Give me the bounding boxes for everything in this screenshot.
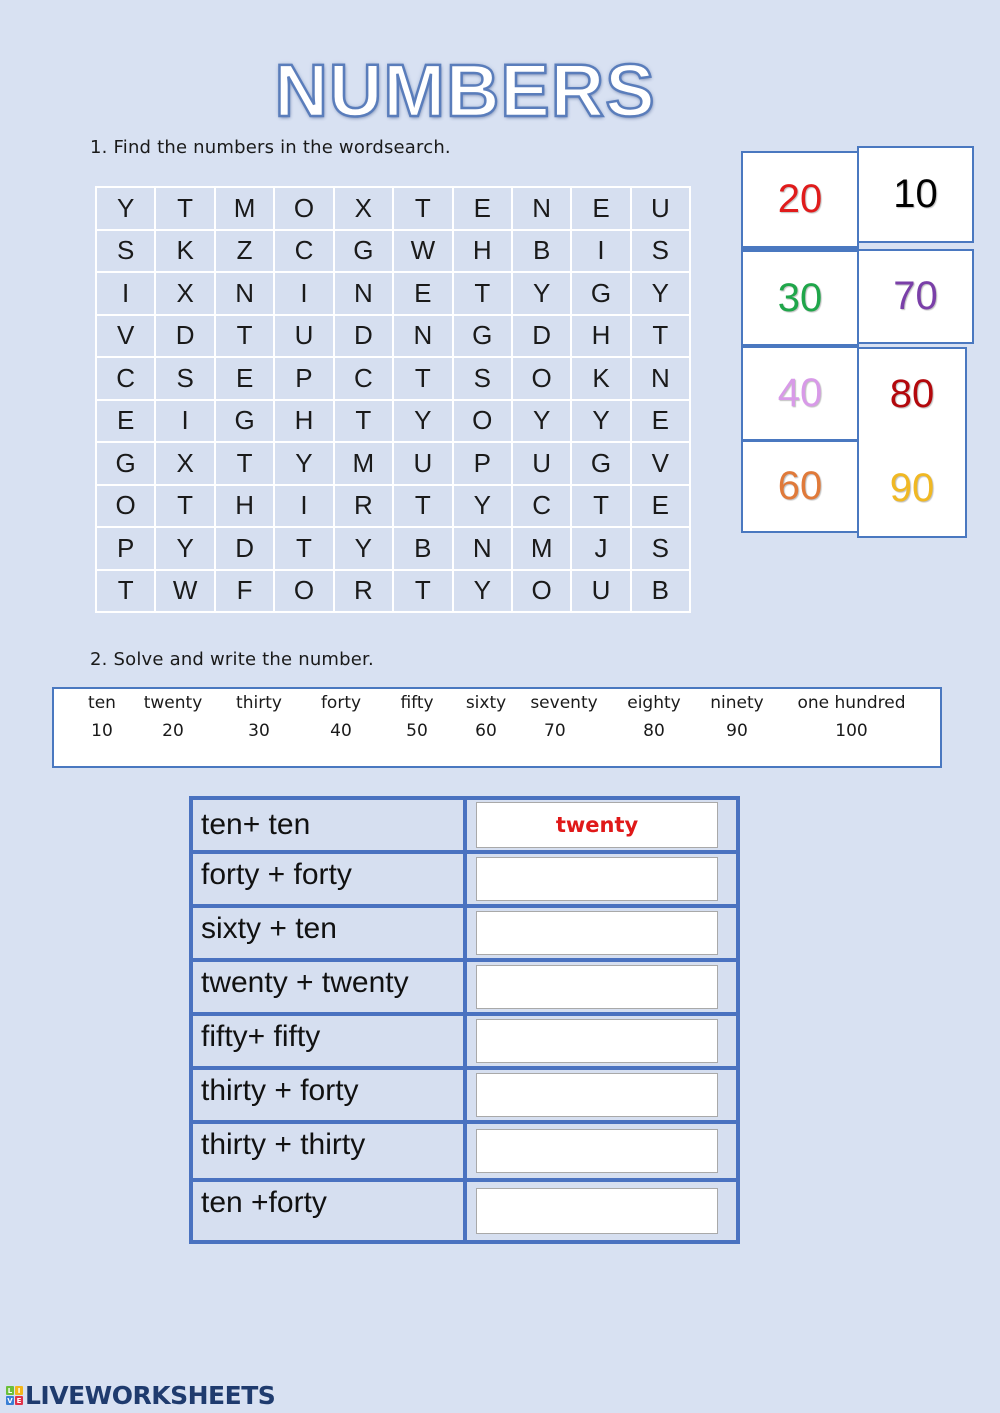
wordsearch-cell[interactable]: U [393,442,453,485]
wordsearch-cell[interactable]: Y [334,527,393,570]
wordsearch-cell[interactable]: N [215,272,274,315]
wordsearch-row [96,400,690,443]
page-title: NUMBERS [274,49,656,132]
wordsearch-cell[interactable]: K [155,230,215,273]
wordsearch-cell[interactable]: F [215,570,274,613]
wordsearch-cell[interactable]: T [393,357,453,400]
wordsearch-cell[interactable]: J [571,527,630,570]
wordsearch-row [96,230,690,273]
reference-item [82,689,122,745]
sum-row [191,852,738,906]
wordsearch-cell[interactable]: B [393,527,453,570]
wordsearch-cell[interactable]: T [453,272,512,315]
reference-word: forty [320,693,362,713]
wordsearch-cell[interactable]: G [215,400,274,443]
card-value: 10 [893,172,938,216]
reference-word: fifty [400,693,434,713]
wordsearch-row [96,272,690,315]
wordsearch-cell[interactable]: C [96,357,155,400]
reference-item [524,689,604,745]
reference-word: twenty [143,693,203,713]
reference-item [619,689,689,745]
reference-number: 90 [726,721,748,741]
wordsearch-cell[interactable]: N [631,357,690,400]
reference-number: 10 [91,721,113,741]
wordsearch-cell[interactable]: T [215,315,274,358]
wordsearch-cell[interactable]: G [571,442,630,485]
wordsearch-cell[interactable]: S [631,230,690,273]
wordsearch-cell[interactable]: U [571,570,630,613]
wordsearch-cell[interactable]: Y [631,272,690,315]
wordsearch-cell[interactable]: X [334,187,393,230]
answer-input-2[interactable] [476,857,718,901]
card-value: 60 [777,464,823,508]
reference-item [387,689,447,745]
reference-number: 50 [406,721,428,741]
wordsearch-cell[interactable]: U [274,315,333,358]
reference-number: 20 [162,721,184,741]
wordsearch-cell[interactable]: T [96,570,155,613]
sum-question: thirty + forty [191,1068,465,1122]
answer-input-4[interactable] [476,965,718,1009]
sum-question: twenty + twenty [191,960,465,1014]
wordsearch-cell[interactable]: Y [512,400,571,443]
wordsearch-cell[interactable]: Y [571,400,630,443]
wordsearch-grid[interactable] [95,186,691,613]
wordsearch-row [96,442,690,485]
reference-number: 40 [330,721,352,741]
wordsearch-cell[interactable]: I [96,272,155,315]
wordsearch-cell[interactable]: O [96,485,155,528]
wordsearch-cell[interactable]: C [274,230,333,273]
card-value: 80 [889,372,935,416]
wordsearch-cell[interactable]: S [631,527,690,570]
reference-item [702,689,772,745]
reference-item [311,689,371,745]
wordsearch-cell[interactable]: V [631,442,690,485]
wordsearch-cell[interactable]: T [155,485,215,528]
wordsearch-cell[interactable]: M [512,527,571,570]
reference-number: 70 [544,721,566,741]
reference-item [789,689,914,745]
wordsearch-cell[interactable]: Y [274,442,333,485]
sum-row [191,906,738,960]
wordsearch-cell[interactable]: R [334,485,393,528]
wordsearch-cell[interactable]: P [274,357,333,400]
wordsearch-cell[interactable]: I [274,272,333,315]
number-card-40 [741,346,859,441]
wordsearch-cell[interactable]: Y [512,272,571,315]
wordsearch-cell[interactable]: E [631,485,690,528]
sum-row [191,960,738,1014]
wordsearch-cell[interactable]: T [334,400,393,443]
number-card-30 [741,248,859,346]
number-card-70 [857,249,974,344]
answer-input-7[interactable] [476,1129,718,1173]
wordsearch-cell[interactable]: T [215,442,274,485]
wordsearch-row [96,187,690,230]
wordsearch-cell[interactable]: Z [215,230,274,273]
wordsearch-cell[interactable]: B [512,230,571,273]
wordsearch-cell[interactable]: S [453,357,512,400]
wordsearch-cell[interactable]: R [334,570,393,613]
wordsearch-cell[interactable]: I [155,400,215,443]
logo-letter: E [16,1396,22,1405]
wordsearch-cell[interactable]: G [571,272,630,315]
logo-letter: V [7,1396,13,1405]
logo-text: LIVEWORKSHEETS [25,1381,276,1410]
answer-input-3[interactable] [476,911,718,955]
wordsearch-cell[interactable]: D [155,315,215,358]
wordsearch-cell[interactable]: T [393,187,453,230]
answer-input-5[interactable] [476,1019,718,1063]
logo-icon [6,1386,23,1405]
sum-question: ten+ ten [191,798,465,852]
wordsearch-cell[interactable]: Y [155,527,215,570]
wordsearch-cell[interactable]: T [571,485,630,528]
wordsearch-cell[interactable]: W [393,230,453,273]
wordsearch-cell[interactable]: T [155,187,215,230]
sum-row [191,1068,738,1122]
wordsearch-cell[interactable]: U [631,187,690,230]
wordsearch-cell[interactable]: H [215,485,274,528]
number-card-80 [857,347,967,441]
wordsearch-cell[interactable]: H [453,230,512,273]
card-value: 40 [777,371,823,415]
reference-word: thirty [236,693,282,713]
wordsearch-cell[interactable]: P [96,527,155,570]
card-value: 20 [777,177,823,221]
wordsearch-cell[interactable]: U [512,442,571,485]
wordsearch-cell[interactable]: W [155,570,215,613]
wordsearch-cell[interactable]: O [512,570,571,613]
sum-question: forty + forty [191,852,465,906]
wordsearch-row [96,357,690,400]
wordsearch-cell[interactable]: E [393,272,453,315]
wordsearch-cell[interactable]: X [155,272,215,315]
wordsearch-row [96,570,690,613]
wordsearch-cell[interactable]: M [215,187,274,230]
reference-word: ten [88,693,116,713]
wordsearch-cell[interactable]: S [155,357,215,400]
reference-item [224,689,294,745]
reference-word: ninety [710,693,764,713]
wordsearch-cell[interactable]: Y [453,485,512,528]
wordsearch-cell[interactable]: S [96,230,155,273]
wordsearch-cell[interactable]: K [571,357,630,400]
card-value: 90 [889,465,935,510]
wordsearch-row [96,485,690,528]
wordsearch-cell[interactable]: T [393,570,453,613]
number-card-10 [857,146,974,243]
wordsearch-cell[interactable]: I [274,485,333,528]
wordsearch-cell[interactable]: G [96,442,155,485]
wordsearch-cell[interactable]: E [571,187,630,230]
exercise-2-instruction: 2. Solve and write the number. [90,649,374,670]
wordsearch-cell[interactable]: B [631,570,690,613]
wordsearch-cell[interactable]: T [393,485,453,528]
wordsearch-cell[interactable]: Y [453,570,512,613]
sum-row [191,1122,738,1180]
wordsearch-cell[interactable]: O [453,400,512,443]
reference-number: 80 [643,721,665,741]
wordsearch-cell[interactable]: D [215,527,274,570]
wordsearch-cell[interactable]: G [453,315,512,358]
reference-item [138,689,208,745]
sums-table [189,796,740,1244]
wordsearch-cell[interactable]: T [274,527,333,570]
answer-input-1[interactable] [476,802,718,848]
wordsearch-cell[interactable]: P [453,442,512,485]
wordsearch-cell[interactable]: D [512,315,571,358]
reference-word: seventy [530,693,598,713]
sum-question: thirty + thirty [191,1122,465,1180]
sum-row [191,1014,738,1068]
card-value: 30 [777,275,823,320]
sum-question: sixty + ten [191,906,465,960]
wordsearch-row [96,527,690,570]
wordsearch-cell[interactable]: Y [96,187,155,230]
reference-item [456,689,516,745]
reference-number: 30 [248,721,270,741]
answer-input-8[interactable] [476,1188,718,1234]
wordsearch-cell[interactable]: T [631,315,690,358]
exercise-1-instruction: 1. Find the numbers in the wordsearch. [90,137,451,158]
wordsearch-cell[interactable]: H [274,400,333,443]
wordsearch-cell[interactable]: E [453,187,512,230]
sum-row [191,798,738,852]
wordsearch-cell[interactable]: X [155,442,215,485]
logo-letter: I [15,1386,23,1395]
wordsearch-row [96,315,690,358]
sum-question: ten +forty [191,1180,465,1242]
wordsearch-cell[interactable]: V [96,315,155,358]
wordsearch-cell[interactable]: O [274,187,333,230]
wordsearch-cell[interactable]: Y [393,400,453,443]
wordsearch-cell[interactable]: M [334,442,393,485]
wordsearch-cell[interactable]: G [334,230,393,273]
wordsearch-cell[interactable]: H [571,315,630,358]
number-card-60 [741,440,859,533]
wordsearch-cell[interactable]: C [512,485,571,528]
answer-input-6[interactable] [476,1073,718,1117]
wordsearch-cell[interactable]: N [393,315,453,358]
reference-number: 60 [475,721,497,741]
wordsearch-cell[interactable]: N [453,527,512,570]
wordsearch-cell[interactable]: E [215,357,274,400]
number-reference-box [52,687,942,768]
logo-letter: L [7,1386,13,1395]
wordsearch-cell[interactable]: O [512,357,571,400]
sum-question: fifty+ fifty [191,1014,465,1068]
wordsearch-cell[interactable]: D [334,315,393,358]
sum-row [191,1180,738,1242]
reference-word: eighty [627,693,681,713]
wordsearch-cell[interactable]: E [631,400,690,443]
wordsearch-cell[interactable]: O [274,570,333,613]
wordsearch-cell[interactable]: N [334,272,393,315]
wordsearch-cell[interactable]: I [571,230,630,273]
wordsearch-cell[interactable]: E [96,400,155,443]
wordsearch-cell[interactable]: C [334,357,393,400]
card-value: 70 [893,274,938,318]
number-card-20 [741,151,859,248]
reference-number: 100 [835,721,868,741]
liveworksheets-logo [6,1381,275,1410]
number-card-90 [857,440,967,538]
wordsearch-cell[interactable]: N [512,187,571,230]
reference-word: one hundred [797,693,906,713]
reference-word: sixty [465,693,507,713]
